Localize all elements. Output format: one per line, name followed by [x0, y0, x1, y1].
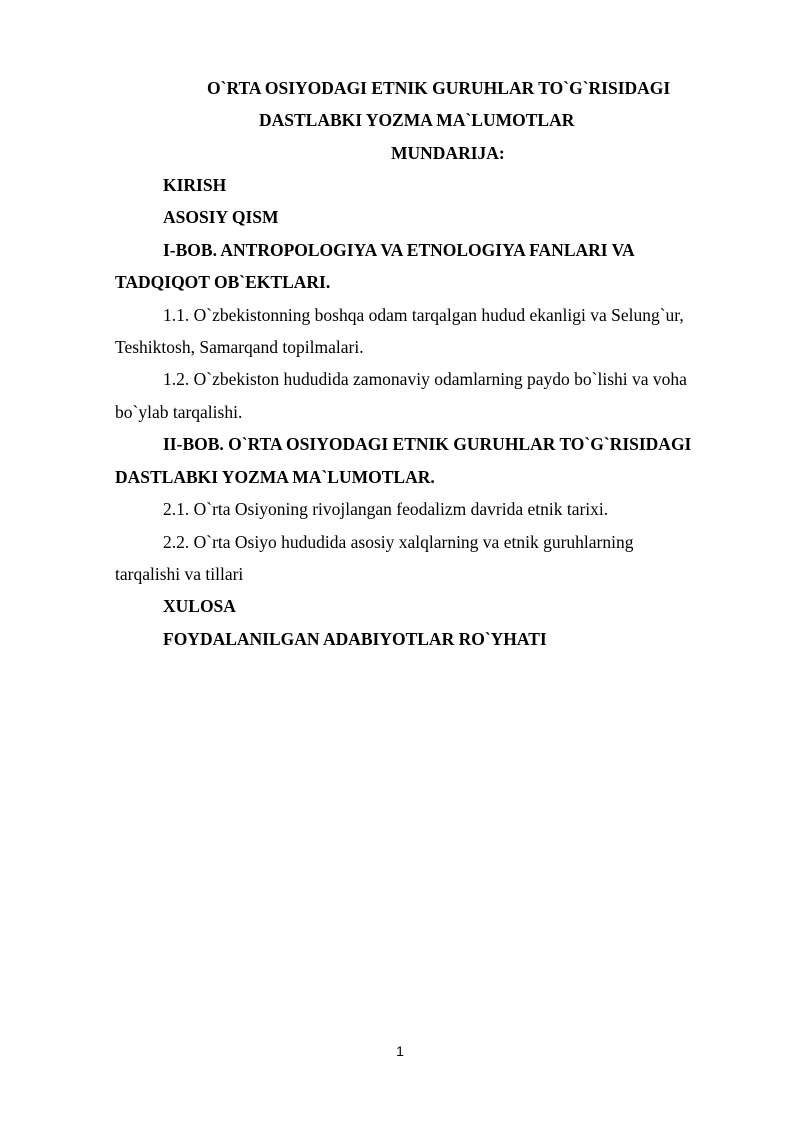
toc-conclusion: XULOSA: [163, 596, 236, 616]
toc-chapter-2-line-1: II-BOB. O`RTA OSIYODAGI ETNIK GURUHLAR TO`G`RISIDAGI: [163, 434, 692, 454]
page-number: 1: [396, 1043, 404, 1059]
toc-chapter-2-line-2: DASTLABKI YOZMA MA`LUMOTLAR.: [115, 467, 435, 487]
toc-chapter-1-line-1: I-BOB. ANTROPOLOGIYA VA ETNOLOGIYA FANLARI VA: [163, 240, 635, 260]
toc-section-2-1-line-1: 2.1. O`rta Osiyoning rivojlangan feodalizm davrida etnik tarixi.: [163, 499, 609, 519]
toc-chapter-1-line-2: TADQIQOT OB`EKTLARI.: [115, 272, 331, 292]
toc-section-2-2-line-1: 2.2. O`rta Osiyo hududida asosiy xalqlarning va etnik guruhlarning: [163, 532, 634, 552]
contents-heading: MUNDARIJA:: [391, 143, 505, 163]
toc-main-part: ASOSIY QISM: [163, 207, 279, 227]
toc-references: FOYDALANILGAN ADABIYOTLAR RO`YHATI: [163, 629, 547, 649]
toc-section-1-2-line-1: 1.2. O`zbekiston hududida zamonaviy odamlarning paydo bo`lishi va voha: [163, 369, 687, 389]
toc-section-2-2-line-2: tarqalishi va tillari: [115, 564, 244, 584]
title-line-2: DASTLABKI YOZMA MA`LUMOTLAR: [259, 110, 575, 130]
toc-intro: KIRISH: [163, 175, 227, 195]
title-line-1: O`RTA OSIYODAGI ETNIK GURUHLAR TO`G`RISIDAGI: [207, 78, 671, 98]
toc-section-1-1-line-1: 1.1. O`zbekistonning boshqa odam tarqalgan hudud ekanligi va Selung`ur,: [163, 305, 684, 325]
toc-section-1-1-line-2: Teshiktosh, Samarqand topilmalari.: [115, 337, 364, 357]
toc-section-1-2-line-2: bo`ylab tarqalishi.: [115, 402, 243, 422]
